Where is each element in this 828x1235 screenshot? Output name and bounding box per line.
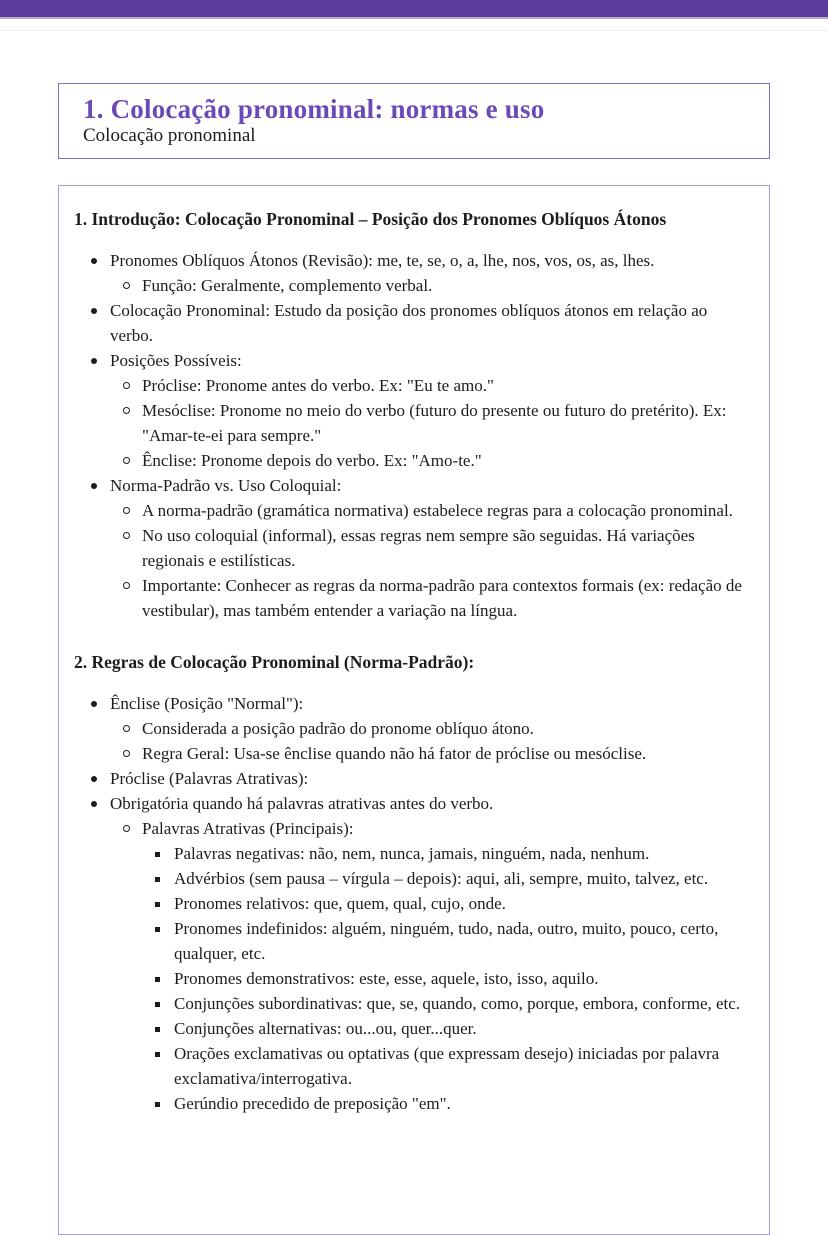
bullet-square-icon [155,977,160,982]
bullet-disc-icon [91,701,97,707]
bullet-circle-icon [123,382,130,389]
list-item-text: Próclise (Palavras Atrativas): [110,769,309,788]
section-items [74,248,754,623]
list-item-text: Ênclise (Posição "Normal"): [110,694,304,713]
bullet-disc-icon [91,358,97,364]
section-heading: 2. Regras de Colocação Pronominal (Norma-Padrão): [74,652,475,672]
list-item [74,398,754,448]
list-item [74,866,754,891]
list-item-text: Palavras Atrativas (Principais): [142,819,354,838]
bullet-circle-icon [123,750,130,757]
bullet-circle-icon [123,725,130,732]
list-item [74,891,754,916]
list-item [74,1041,754,1091]
bullet-square-icon [155,1102,160,1107]
list-item [74,248,754,273]
list-item-text: Importante: Conhecer as regras da norma-padrão para contextos formais (ex: redação de vestibular), mas também entender a variação na língua. [142,576,742,620]
list-item [74,498,754,523]
header-hairline [0,30,828,31]
bullet-circle-icon [123,825,130,832]
list-item-text: Pronomes demonstrativos: este, esse, aquele, isto, isso, aquilo. [174,969,599,988]
list-item [74,741,754,766]
list-item-text: Pronomes Oblíquos Átonos (Revisão): me, te, se, o, a, lhe, nos, vos, os, as, lhes. [110,251,655,270]
page-title: 1. Colocação pronominal: normas e uso [83,94,545,124]
page-subtitle: Colocação pronominal [83,125,256,146]
list-item-text: Norma-Padrão vs. Uso Coloquial: [110,476,342,495]
sections-container [74,207,754,1116]
list-item-text: Gerúndio precedido de preposição "em". [174,1094,451,1113]
list-item-text: Ênclise: Pronome depois do verbo. Ex: "Amo-te." [142,451,482,470]
notes-section [74,650,754,1116]
bullet-square-icon [155,927,160,932]
list-item-text: No uso coloquial (informal), essas regras nem sempre são seguidas. Há variações regionais e estilísticas. [142,526,695,570]
list-item-text: Mesóclise: Pronome no meio do verbo (futuro do presente ou futuro do pretérito). Ex: "Amar-te-ei para sempre." [142,401,727,445]
list-item-text: Obrigatória quando há palavras atrativas antes do verbo. [110,794,494,813]
list-item-text: Regra Geral: Usa-se ênclise quando não há fator de próclise ou mesóclise. [142,744,647,763]
bullet-square-icon [155,1027,160,1032]
title-card [58,83,770,159]
list-item-text: Conjunções alternativas: ou...ou, quer...quer. [174,1019,477,1038]
list-item [74,273,754,298]
bullet-circle-icon [123,407,130,414]
bullet-square-icon [155,852,160,857]
list-item [74,841,754,866]
list-item [74,791,754,816]
list-item-text: Posições Possíveis: [110,351,242,370]
bullet-square-icon [155,902,160,907]
list-item-text: A norma-padrão (gramática normativa) estabelece regras para a colocação pronominal. [142,501,733,520]
list-item [74,816,754,841]
top-accent-bar [0,0,828,19]
list-item-text: Função: Geralmente, complemento verbal. [142,276,433,295]
bullet-disc-icon [91,801,97,807]
list-item-text: Próclise: Pronome antes do verbo. Ex: "Eu te amo." [142,376,494,395]
list-item [74,716,754,741]
list-item [74,298,754,348]
list-item [74,348,754,373]
list-item [74,473,754,498]
list-item-text: Advérbios (sem pausa – vírgula – depois): aqui, ali, sempre, muito, talvez, etc. [174,869,709,888]
bullet-circle-icon [123,282,130,289]
bullet-circle-icon [123,582,130,589]
list-item [74,916,754,966]
list-item [74,373,754,398]
list-item-text: Colocação Pronominal: Estudo da posição dos pronomes oblíquos átonos em relação ao verbo. [110,301,708,345]
bullet-square-icon [155,877,160,882]
bullet-disc-icon [91,308,97,314]
list-item [74,573,754,623]
list-item-text: Considerada a posição padrão do pronome oblíquo átono. [142,719,534,738]
bullet-square-icon [155,1052,160,1057]
list-item-text: Pronomes relativos: que, quem, qual, cujo, onde. [174,894,506,913]
section-heading: 1. Introdução: Colocação Pronominal – Posição dos Pronomes Oblíquos Átonos [74,209,667,229]
bullet-circle-icon [123,532,130,539]
list-item-text: Orações exclamativas ou optativas (que expressam desejo) iniciadas por palavra exclamativa/interrogativa. [174,1044,720,1088]
notes-section [74,207,754,623]
list-item [74,1016,754,1041]
bullet-circle-icon [123,507,130,514]
list-item [74,966,754,991]
bullet-disc-icon [91,776,97,782]
list-item-text: Conjunções subordinativas: que, se, quando, como, porque, embora, conforme, etc. [174,994,741,1013]
content-card [58,185,770,1235]
bullet-square-icon [155,1002,160,1007]
list-item [74,991,754,1016]
list-item-text: Palavras negativas: não, nem, nunca, jamais, ninguém, nada, nenhum. [174,844,650,863]
list-item [74,523,754,573]
list-item [74,1091,754,1116]
bullet-disc-icon [91,483,97,489]
bullet-circle-icon [123,457,130,464]
section-items [74,691,754,1116]
list-item [74,448,754,473]
list-item [74,691,754,716]
list-item-text: Pronomes indefinidos: alguém, ninguém, tudo, nada, outro, muito, pouco, certo, qualquer, etc. [174,919,719,963]
bullet-disc-icon [91,258,97,264]
list-item [74,766,754,791]
